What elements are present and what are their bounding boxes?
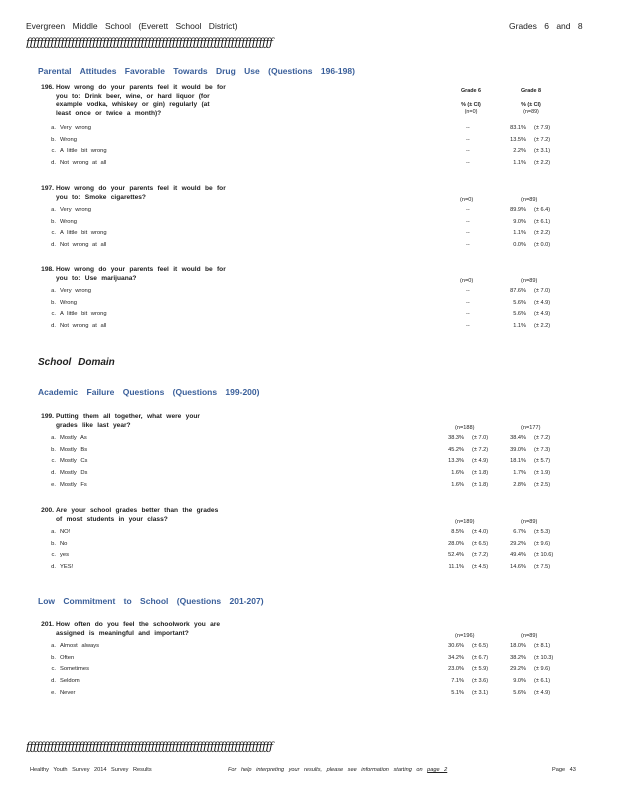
option-text: Wrong xyxy=(60,299,77,306)
grade-6-percent: 38.3% xyxy=(448,435,464,441)
grade-8-ci: (± 5.7) xyxy=(534,458,551,465)
option-letter: b. xyxy=(51,218,56,225)
option-letter: a. xyxy=(51,529,56,535)
section-title-parental-attitudes: Parental Attitudes Favorable Towards Drug Use (Questions 196-198) xyxy=(38,66,355,76)
option-text: Sometimes xyxy=(60,666,89,673)
answer-option xyxy=(44,160,106,166)
answer-option xyxy=(44,242,106,248)
grade-6-n: (n=0) xyxy=(464,109,478,115)
grade-8-ci: (± 2.5) xyxy=(534,481,551,488)
grade-8-percent: 0.0% xyxy=(513,242,526,249)
grade-6-ci: (± 1.8) xyxy=(472,481,489,488)
grade-6-percent: 28.0% xyxy=(448,540,464,547)
answer-option xyxy=(44,219,77,225)
question-number: 196. xyxy=(41,84,54,91)
answer-option xyxy=(44,137,77,143)
grade-8-ci: (± 9.6) xyxy=(534,540,551,547)
answer-option xyxy=(44,207,91,213)
grade-6-ci: (± 4.5) xyxy=(472,564,489,571)
grade-6-ci: (± 3.6) xyxy=(472,678,489,685)
grade-6-percent: 23.0% xyxy=(448,666,464,673)
answer-option xyxy=(44,148,107,154)
question-text-line: example vodka, whiskey or gin) regularly (at xyxy=(56,101,210,108)
grade-8-ci: (± 7.9) xyxy=(534,125,551,131)
question-text-line: How wrong do your parents feel it would be for xyxy=(56,84,226,91)
grade-6-value: -- xyxy=(466,230,470,237)
grade-6-percent: 30.6% xyxy=(448,643,464,649)
grade-8-ci: (± 6.4) xyxy=(534,207,551,213)
grade-8-ci: (± 10.6) xyxy=(534,552,554,559)
grade-6-percent: 1.6% xyxy=(451,470,464,477)
page-number: Page 43 xyxy=(552,767,576,773)
grade-8-ci: (± 8.1) xyxy=(534,643,551,649)
option-letter: b. xyxy=(51,299,56,306)
option-text: Mostly As xyxy=(60,435,87,441)
footer-rule: ƒƒƒƒƒƒƒƒƒƒƒƒƒƒƒƒƒƒƒƒƒƒƒƒƒƒƒƒƒƒƒƒƒƒƒƒƒƒƒƒƒƒƒƒƒƒƒƒƒƒƒƒƒƒƒƒƒƒƒƒƒƒƒƒƒƒƒƒƒƒƒ xyxy=(26,740,273,753)
grade-8-ci: (± 2.2) xyxy=(534,230,551,237)
grade-6-percent: 7.1% xyxy=(451,678,464,685)
answer-option xyxy=(44,666,89,672)
option-letter: a. xyxy=(51,207,56,213)
grade-8-percent: 89.9% xyxy=(510,207,526,213)
grade-8-ci: (± 0.0) xyxy=(534,242,551,249)
question-number: 198. xyxy=(41,266,54,273)
option-letter: d. xyxy=(51,678,56,685)
question-text-line: grades like last year? xyxy=(56,421,131,429)
option-text: YES! xyxy=(60,564,74,571)
answer-option xyxy=(44,323,106,329)
question-q197 xyxy=(38,185,226,202)
option-text: Wrong xyxy=(60,218,77,225)
grade-8-n: (n=89) xyxy=(521,197,538,203)
option-letter: d. xyxy=(51,160,56,167)
option-text: Often xyxy=(60,654,75,661)
grade-8-percent: 1.1% xyxy=(513,160,526,167)
grade-6-value: -- xyxy=(466,207,470,213)
grade-8-percent: 1.1% xyxy=(513,230,526,237)
question-text-line: Are your school grades better than the grades xyxy=(56,507,219,514)
answer-option xyxy=(44,643,99,649)
grade-8-percent: 2.8% xyxy=(513,481,526,488)
grade-8-percent: 18.0% xyxy=(510,643,526,649)
answer-option xyxy=(44,447,87,453)
grade-8-percent: 1.7% xyxy=(513,470,526,477)
option-letter: a. xyxy=(51,125,56,131)
question-number: 199. xyxy=(41,413,54,420)
grade-8-n: (n=89) xyxy=(523,109,539,115)
option-letter: c. xyxy=(51,230,56,237)
grade-8-percent: 38.2% xyxy=(510,654,526,661)
grade-6-value: -- xyxy=(466,323,470,330)
grade-8-ci: (± 4.9) xyxy=(534,311,551,318)
grade-8-ci: (± 4.9) xyxy=(534,689,551,696)
option-letter: a. xyxy=(51,643,56,649)
grade-6-n: (n=188) xyxy=(455,425,475,431)
grade-8-percent: 2.2% xyxy=(513,148,526,155)
grade-8-percent: 5.6% xyxy=(513,689,526,696)
answer-option xyxy=(44,311,107,317)
answer-option xyxy=(44,529,70,535)
grade-8-ci: (± 7.0) xyxy=(534,288,551,294)
header-rule: ƒƒƒƒƒƒƒƒƒƒƒƒƒƒƒƒƒƒƒƒƒƒƒƒƒƒƒƒƒƒƒƒƒƒƒƒƒƒƒƒƒƒƒƒƒƒƒƒƒƒƒƒƒƒƒƒƒƒƒƒƒƒƒƒƒƒƒƒƒƒƒ xyxy=(26,36,273,49)
grade-8-percent: 5.6% xyxy=(513,299,526,306)
option-text: Wrong xyxy=(60,136,77,143)
question-text-line: How often do you feel the schoolwork you are xyxy=(56,621,220,628)
grade-6-n: (n=189) xyxy=(455,519,475,525)
grade-6-percent: 1.6% xyxy=(451,481,464,488)
grade-8-n: (n=89) xyxy=(521,519,538,525)
option-text: Never xyxy=(60,689,76,696)
grade-8-percent: 14.6% xyxy=(510,564,526,571)
grade-6-ci: (± 4.9) xyxy=(472,458,489,465)
grade-6-value: -- xyxy=(466,160,470,167)
option-letter: b. xyxy=(51,540,56,547)
question-text-line: you to: Smoke cigarettes? xyxy=(56,193,146,201)
question-q198 xyxy=(38,266,226,283)
grade-6-n: (n=196) xyxy=(455,633,475,639)
grade-8-ci: (± 2.2) xyxy=(534,323,551,330)
question-q196 xyxy=(38,84,226,118)
option-letter: d. xyxy=(51,323,56,330)
question-q200 xyxy=(38,507,218,524)
grade-8-ci: (± 7.2) xyxy=(534,435,551,441)
option-text: Very wrong xyxy=(60,125,91,131)
answer-option xyxy=(44,655,74,661)
option-letter: a. xyxy=(51,288,56,294)
answer-option xyxy=(44,300,77,306)
option-text: Mostly Bs xyxy=(60,446,88,453)
grade-6-value: -- xyxy=(466,288,470,294)
option-text: Almost always xyxy=(60,643,100,649)
grade-8-percent: 9.0% xyxy=(513,678,526,685)
grade-6-percent: 34.2% xyxy=(448,654,464,661)
grades-header: Grades 6 and 8 xyxy=(509,21,583,31)
option-letter: e. xyxy=(51,481,56,488)
option-letter: c. xyxy=(51,148,56,155)
answer-option xyxy=(44,541,67,547)
question-q199 xyxy=(38,413,200,430)
grade-8-percent: 13.5% xyxy=(510,136,526,143)
grade-6-ci: (± 3.1) xyxy=(472,689,489,696)
option-text: A little bit wrong xyxy=(60,230,107,237)
option-letter: c. xyxy=(51,552,56,559)
option-letter: c. xyxy=(51,458,56,465)
question-text-line: How wrong do your parents feel it would be for xyxy=(56,266,226,273)
grade-8-percent: 39.0% xyxy=(510,446,526,453)
option-letter: b. xyxy=(51,446,56,453)
grade-6-percent: 13.3% xyxy=(448,458,464,465)
grade-6-ci: (± 7.2) xyxy=(472,446,489,453)
grade-8-ci: (± 7.5) xyxy=(534,564,551,571)
question-text-line: you to: Use marijuana? xyxy=(56,274,137,282)
option-letter: e. xyxy=(51,689,56,696)
grade-8-percent: 9.0% xyxy=(513,218,526,225)
question-number: 201. xyxy=(41,621,54,628)
grade-8-percent: 87.6% xyxy=(510,288,526,294)
grade-6-percent: 5.1% xyxy=(451,689,464,696)
question-text-line: you to: Drink beer, wine, or hard liquor (for xyxy=(56,92,210,100)
option-text: Not wrong at all xyxy=(60,160,107,167)
grade-6-percent: 45.2% xyxy=(448,446,464,453)
school-domain-heading: School Domain xyxy=(38,357,115,368)
grade-8-ci: (± 5.3) xyxy=(534,529,551,535)
column-header-grade-8 xyxy=(506,88,556,116)
answer-option xyxy=(44,125,91,131)
grade-8-ci: (± 7.2) xyxy=(534,136,551,143)
question-text-line: Putting them all together, what were your xyxy=(56,413,200,420)
grade-8-percent: 6.7% xyxy=(513,529,526,535)
grade-6-n: (n=0) xyxy=(460,197,474,203)
grade-8-percent: 29.2% xyxy=(510,666,526,673)
option-text: Mostly Ds xyxy=(60,470,88,477)
grade-6-value: -- xyxy=(466,148,470,155)
answer-option xyxy=(44,690,75,696)
option-text: Seldom xyxy=(60,678,80,685)
grade-6-ci: (± 6.5) xyxy=(472,540,489,547)
question-text-line: How wrong do your parents feel it would be for xyxy=(56,185,226,192)
answer-option xyxy=(44,482,87,488)
grade-6-ci: (± 6.5) xyxy=(472,643,489,649)
option-text: Not wrong at all xyxy=(60,242,107,249)
grade-8-ci: (± 9.6) xyxy=(534,666,551,673)
question-text-line: assigned is meaningful and important? xyxy=(56,629,189,637)
page-2-link[interactable]: page 2 xyxy=(427,767,448,773)
grade-6-label: Grade 6 xyxy=(460,88,482,94)
grade-6-percent: 11.1% xyxy=(448,564,464,571)
grade-6-pct-label: % (± CI) xyxy=(461,102,481,108)
option-text: Mostly Cs xyxy=(60,458,88,465)
grade-8-ci: (± 4.9) xyxy=(534,299,551,306)
option-text: NO! xyxy=(60,529,71,535)
answer-option xyxy=(44,564,73,570)
grade-8-percent: 49.4% xyxy=(510,552,526,559)
grade-8-ci: (± 7.3) xyxy=(534,446,551,453)
option-text: A little bit wrong xyxy=(60,311,107,318)
answer-option xyxy=(44,435,87,441)
grade-8-ci: (± 6.1) xyxy=(534,678,551,685)
grade-8-percent: 29.2% xyxy=(510,540,526,547)
option-text: A little bit wrong xyxy=(60,148,107,155)
grade-6-percent: 52.4% xyxy=(448,552,464,559)
grade-8-ci: (± 10.3) xyxy=(534,654,554,661)
grade-8-ci: (± 6.1) xyxy=(534,218,551,225)
grade-6-ci: (± 7.2) xyxy=(472,552,489,559)
answer-option xyxy=(44,458,87,464)
grade-8-n: (n=89) xyxy=(521,278,538,284)
grade-8-percent: 38.4% xyxy=(510,435,526,441)
grade-8-label: Grade 8 xyxy=(520,88,542,94)
option-letter: b. xyxy=(51,654,56,661)
grade-8-percent: 1.1% xyxy=(513,323,526,330)
question-text-line: of most students in your class? xyxy=(56,515,168,523)
grade-8-pct-label: % (± CI) xyxy=(521,102,541,108)
grade-6-ci: (± 1.8) xyxy=(472,470,489,477)
option-letter: a. xyxy=(51,435,56,441)
grade-6-value: -- xyxy=(466,311,470,318)
answer-option xyxy=(44,470,87,476)
option-text: Not wrong at all xyxy=(60,323,107,330)
grade-6-n: (n=0) xyxy=(460,278,474,284)
option-text: No xyxy=(60,540,68,547)
column-header-grade-6 xyxy=(446,88,496,116)
option-letter: d. xyxy=(51,242,56,249)
answer-option xyxy=(44,552,69,558)
footer-survey-label: Healthy Youth Survey 2014 Survey Results xyxy=(30,767,152,773)
footer-help-text xyxy=(228,767,447,773)
grade-6-value: -- xyxy=(466,125,470,131)
option-text: Very wrong xyxy=(60,288,91,294)
answer-option xyxy=(44,288,91,294)
grade-8-ci: (± 3.1) xyxy=(534,148,551,155)
option-letter: d. xyxy=(51,564,56,571)
grade-8-percent: 18.1% xyxy=(510,458,526,465)
footer-help-message: For help interpreting your results, please see information starting on xyxy=(228,767,423,773)
option-letter: c. xyxy=(51,311,56,318)
option-text: yes xyxy=(60,552,70,559)
question-number: 200. xyxy=(41,507,54,514)
grade-6-value: -- xyxy=(466,299,470,306)
grade-6-value: -- xyxy=(466,242,470,249)
option-text: Very wrong xyxy=(60,207,91,213)
grade-6-ci: (± 5.9) xyxy=(472,666,489,673)
grade-6-ci: (± 4.0) xyxy=(472,529,489,535)
grade-8-ci: (± 1.9) xyxy=(534,470,551,477)
option-letter: b. xyxy=(51,136,56,143)
grade-8-percent: 5.6% xyxy=(513,311,526,318)
option-letter: d. xyxy=(51,470,56,477)
grade-8-ci: (± 2.2) xyxy=(534,160,551,167)
grade-8-n: (n=89) xyxy=(521,633,538,639)
question-number: 197. xyxy=(41,185,54,192)
option-text: Mostly Fs xyxy=(60,481,87,488)
grade-6-ci: (± 6.7) xyxy=(472,654,489,661)
school-name-header: Evergreen Middle School (Everett School District) xyxy=(26,21,238,31)
grade-6-value: -- xyxy=(466,218,470,225)
section-title-low-commitment: Low Commitment to School (Questions 201-207) xyxy=(38,596,264,606)
grade-6-value: -- xyxy=(466,136,470,143)
question-text-line: least once or twice a month)? xyxy=(56,109,162,117)
grade-6-ci: (± 7.0) xyxy=(472,435,489,441)
option-letter: c. xyxy=(51,666,56,673)
section-title-academic-failure: Academic Failure Questions (Questions 199-200) xyxy=(38,387,260,397)
question-q201 xyxy=(38,621,220,638)
grade-6-percent: 8.5% xyxy=(451,529,464,535)
grade-8-n: (n=177) xyxy=(521,425,541,431)
answer-option xyxy=(44,230,107,236)
grade-8-percent: 83.1% xyxy=(510,125,526,131)
answer-option xyxy=(44,678,80,684)
